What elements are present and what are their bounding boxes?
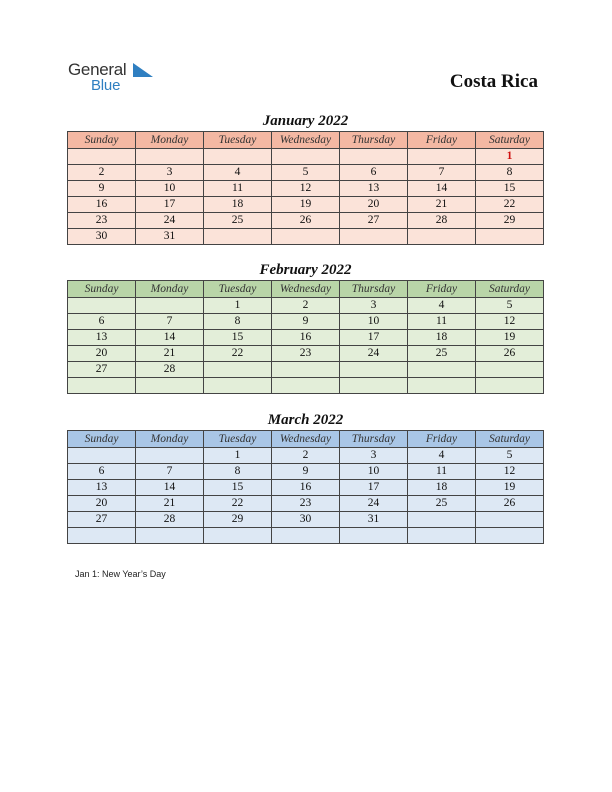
day-cell: 12: [476, 314, 544, 330]
day-cell: 7: [136, 464, 204, 480]
day-cell: 16: [272, 330, 340, 346]
weekday-header: Wednesday: [272, 431, 340, 448]
empty-day-cell: [204, 149, 272, 165]
empty-day-cell: [136, 298, 204, 314]
day-cell: 19: [272, 197, 340, 213]
empty-day-cell: [340, 229, 408, 245]
week-row: [68, 464, 544, 480]
empty-day-cell: [408, 378, 476, 394]
day-cell: 22: [204, 496, 272, 512]
weekday-header-row: [68, 132, 544, 149]
day-cell: 10: [340, 314, 408, 330]
day-cell: 17: [340, 330, 408, 346]
day-cell: 9: [68, 181, 136, 197]
day-cell: 15: [476, 181, 544, 197]
brand-logo: [68, 60, 168, 100]
day-cell: 17: [136, 197, 204, 213]
holiday-note: Jan 1: New Year’s Day: [75, 569, 166, 579]
day-cell: 20: [340, 197, 408, 213]
day-cell: 26: [476, 346, 544, 362]
week-row: [68, 346, 544, 362]
week-row: [68, 314, 544, 330]
day-cell: 10: [340, 464, 408, 480]
week-row: [68, 330, 544, 346]
empty-day-cell: [272, 149, 340, 165]
weekday-header: Wednesday: [272, 132, 340, 149]
day-cell: 12: [272, 181, 340, 197]
weekday-header: Thursday: [340, 281, 408, 298]
day-cell: 31: [136, 229, 204, 245]
empty-day-cell: [68, 378, 136, 394]
month-title: March 2022: [267, 412, 344, 428]
weekday-header: Tuesday: [204, 431, 272, 448]
day-cell: 28: [136, 512, 204, 528]
empty-day-cell: [476, 229, 544, 245]
day-cell: 8: [204, 314, 272, 330]
day-cell: 28: [136, 362, 204, 378]
empty-day-cell: [204, 378, 272, 394]
week-row: [68, 197, 544, 213]
week-row: [68, 448, 544, 464]
day-cell: 18: [204, 197, 272, 213]
empty-day-cell: [408, 149, 476, 165]
weekday-header: Wednesday: [272, 281, 340, 298]
day-cell: 21: [136, 496, 204, 512]
day-cell: 2: [68, 165, 136, 181]
weekday-header: Tuesday: [204, 281, 272, 298]
day-cell: 29: [204, 512, 272, 528]
empty-day-cell: [476, 528, 544, 544]
empty-day-cell: [272, 362, 340, 378]
day-cell: 1: [476, 149, 544, 165]
empty-day-cell: [476, 512, 544, 528]
empty-day-cell: [272, 378, 340, 394]
empty-day-cell: [136, 378, 204, 394]
weekday-header: Saturday: [476, 431, 544, 448]
day-cell: 24: [136, 213, 204, 229]
week-row: [68, 512, 544, 528]
logo-triangle-icon: [133, 63, 153, 77]
day-cell: 1: [204, 448, 272, 464]
day-cell: 8: [476, 165, 544, 181]
day-cell: 12: [476, 464, 544, 480]
empty-day-cell: [68, 149, 136, 165]
day-cell: 11: [408, 464, 476, 480]
month-title: January 2022: [262, 113, 349, 129]
country-title: Costa Rica: [449, 71, 538, 92]
day-cell: 11: [204, 181, 272, 197]
weekday-header-row: [68, 281, 544, 298]
day-cell: 19: [476, 330, 544, 346]
day-cell: 15: [204, 480, 272, 496]
day-cell: 13: [68, 480, 136, 496]
day-cell: 14: [408, 181, 476, 197]
empty-day-cell: [136, 448, 204, 464]
day-cell: 20: [68, 496, 136, 512]
day-cell: 13: [68, 330, 136, 346]
day-cell: 5: [476, 298, 544, 314]
day-cell: 18: [408, 330, 476, 346]
week-row: [68, 378, 544, 394]
weekday-header: Sunday: [68, 431, 136, 448]
day-cell: 6: [68, 464, 136, 480]
day-cell: 3: [136, 165, 204, 181]
weekday-header: Tuesday: [204, 132, 272, 149]
month-january: [67, 111, 544, 245]
empty-day-cell: [272, 229, 340, 245]
weekday-header: Thursday: [340, 431, 408, 448]
day-cell: 9: [272, 464, 340, 480]
day-cell: 4: [408, 448, 476, 464]
empty-day-cell: [340, 378, 408, 394]
calendar-table: [67, 131, 544, 245]
week-row: [68, 362, 544, 378]
day-cell: 3: [340, 298, 408, 314]
day-cell: 9: [272, 314, 340, 330]
empty-day-cell: [408, 528, 476, 544]
day-cell: 21: [408, 197, 476, 213]
day-cell: 7: [408, 165, 476, 181]
day-cell: 22: [476, 197, 544, 213]
week-row: [68, 229, 544, 245]
day-cell: 16: [272, 480, 340, 496]
logo-text-general: General: [68, 60, 127, 79]
day-cell: 29: [476, 213, 544, 229]
day-cell: 19: [476, 480, 544, 496]
day-cell: 7: [136, 314, 204, 330]
day-cell: 2: [272, 448, 340, 464]
day-cell: 30: [68, 229, 136, 245]
week-row: [68, 213, 544, 229]
weekday-header: Monday: [136, 281, 204, 298]
day-cell: 28: [408, 213, 476, 229]
weekday-header: Monday: [136, 431, 204, 448]
empty-day-cell: [408, 512, 476, 528]
day-cell: 25: [408, 346, 476, 362]
empty-day-cell: [340, 149, 408, 165]
day-cell: 26: [476, 496, 544, 512]
empty-day-cell: [68, 298, 136, 314]
weekday-header: Thursday: [340, 132, 408, 149]
day-cell: 8: [204, 464, 272, 480]
weekday-header: Sunday: [68, 132, 136, 149]
day-cell: 24: [340, 346, 408, 362]
empty-day-cell: [408, 229, 476, 245]
week-row: [68, 480, 544, 496]
empty-day-cell: [408, 362, 476, 378]
day-cell: 27: [68, 362, 136, 378]
empty-day-cell: [272, 528, 340, 544]
calendar-table: [67, 430, 544, 544]
empty-day-cell: [136, 528, 204, 544]
day-cell: 25: [408, 496, 476, 512]
day-cell: 5: [476, 448, 544, 464]
day-cell: 22: [204, 346, 272, 362]
empty-day-cell: [204, 362, 272, 378]
weekday-header: Friday: [408, 132, 476, 149]
day-cell: 23: [68, 213, 136, 229]
month-february: [67, 260, 544, 394]
day-cell: 27: [68, 512, 136, 528]
day-cell: 16: [68, 197, 136, 213]
day-cell: 13: [340, 181, 408, 197]
day-cell: 23: [272, 496, 340, 512]
day-cell: 6: [68, 314, 136, 330]
day-cell: 23: [272, 346, 340, 362]
day-cell: 20: [68, 346, 136, 362]
empty-day-cell: [476, 378, 544, 394]
month-march: [67, 410, 544, 544]
empty-day-cell: [476, 362, 544, 378]
day-cell: 2: [272, 298, 340, 314]
day-cell: 17: [340, 480, 408, 496]
month-title: February 2022: [259, 262, 352, 278]
weekday-header: Friday: [408, 281, 476, 298]
day-cell: 15: [204, 330, 272, 346]
empty-day-cell: [68, 448, 136, 464]
day-cell: 31: [340, 512, 408, 528]
empty-day-cell: [68, 528, 136, 544]
weekday-header: Saturday: [476, 281, 544, 298]
day-cell: 6: [340, 165, 408, 181]
empty-day-cell: [136, 149, 204, 165]
day-cell: 14: [136, 480, 204, 496]
weekday-header: Saturday: [476, 132, 544, 149]
empty-day-cell: [340, 362, 408, 378]
day-cell: 1: [204, 298, 272, 314]
weekday-header: Monday: [136, 132, 204, 149]
calendar-table: [67, 280, 544, 394]
day-cell: 10: [136, 181, 204, 197]
week-row: [68, 528, 544, 544]
day-cell: 18: [408, 480, 476, 496]
logo-text-blue: Blue: [91, 77, 121, 94]
day-cell: 30: [272, 512, 340, 528]
day-cell: 4: [204, 165, 272, 181]
weekday-header: Sunday: [68, 281, 136, 298]
day-cell: 11: [408, 314, 476, 330]
week-row: [68, 165, 544, 181]
week-row: [68, 496, 544, 512]
week-row: [68, 181, 544, 197]
week-row: [68, 298, 544, 314]
day-cell: 5: [272, 165, 340, 181]
day-cell: 14: [136, 330, 204, 346]
weekday-header: Friday: [408, 431, 476, 448]
day-cell: 21: [136, 346, 204, 362]
day-cell: 26: [272, 213, 340, 229]
empty-day-cell: [204, 528, 272, 544]
empty-day-cell: [340, 528, 408, 544]
day-cell: 27: [340, 213, 408, 229]
day-cell: 24: [340, 496, 408, 512]
week-row: [68, 149, 544, 165]
weekday-header-row: [68, 431, 544, 448]
day-cell: 4: [408, 298, 476, 314]
day-cell: 25: [204, 213, 272, 229]
empty-day-cell: [204, 229, 272, 245]
day-cell: 3: [340, 448, 408, 464]
